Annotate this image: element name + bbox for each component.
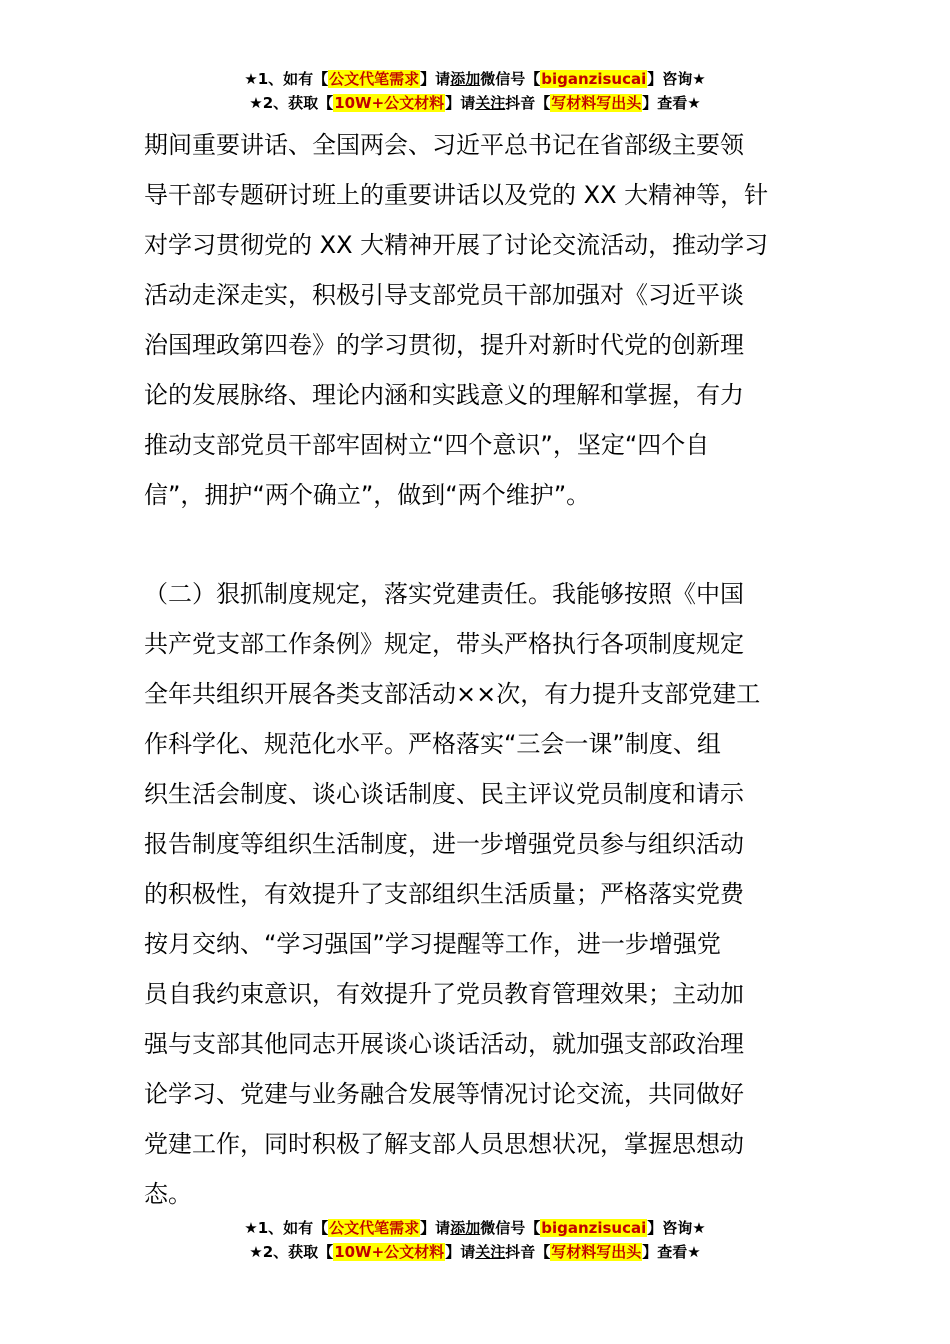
text-line: （二）狠抓制度规定，落实党建责任。我能够按照《中国: [144, 580, 744, 608]
text-line: 信”，拥护“两个确立”，做到“两个维护”。: [144, 481, 591, 509]
banner-text: 微信号【: [480, 1219, 541, 1237]
text-line: 织生活会制度、谈心谈话制度、民主评议党员制度和请示: [144, 780, 744, 808]
banner-text: ★2、获取【: [249, 94, 334, 112]
highlight-wechat-id: biganzisucai: [541, 70, 647, 88]
highlight-materials: 10W+公文材料: [334, 1243, 445, 1261]
text-line: 治国理政第四卷》的学习贯彻，提升对新时代党的创新理: [144, 331, 744, 359]
highlight-materials: 10W+公文材料: [334, 94, 445, 112]
banner-text: 抖音【: [505, 94, 551, 112]
banner-text: 】查看★: [642, 94, 701, 112]
banner-text: ★1、如有【: [244, 1219, 329, 1237]
text-line: 活动走深走实，积极引导支部党员干部加强对《习近平谈: [144, 281, 744, 309]
text-line: 的积极性，有效提升了支部组织生活质量；严格落实党费: [144, 880, 744, 908]
text-line: 强与支部其他同志开展谈心谈话活动，就加强支部政治理: [144, 1030, 744, 1058]
text-line: 导干部专题研讨班上的重要讲话以及党的 XX 大精神等，针: [144, 181, 769, 209]
banner-line-1: [0, 67, 950, 91]
footer-banner: [0, 1216, 950, 1264]
text-line: 共产党支部工作条例》规定，带头严格执行各项制度规定: [144, 630, 744, 658]
banner-text: 】请: [445, 1243, 476, 1261]
header-banner: [0, 67, 950, 115]
text-line: 推动支部党员干部牢固树立“四个意识”，坚定“四个自: [144, 431, 710, 459]
text-line: 态。: [144, 1180, 192, 1208]
text-line: 期间重要讲话、全国两会、习近平总书记在省部级主要领: [144, 131, 744, 159]
highlight-service: 公文代笔需求: [329, 70, 420, 88]
banner-text: 】请: [420, 1219, 451, 1237]
banner-text: 微信号【: [480, 70, 541, 88]
text-line: 论的发展脉络、理论内涵和实践意义的理解和掌握，有力: [144, 381, 744, 409]
highlight-wechat-id: biganzisucai: [541, 1219, 647, 1237]
text-line: 按月交纳、“学习强国”学习提醒等工作，进一步增强党: [144, 930, 721, 958]
banner-line-1: [0, 1216, 950, 1240]
banner-text: 】咨询★: [647, 70, 706, 88]
banner-line-2: [0, 1240, 950, 1264]
highlight-douyin-account: 写材料写出头: [551, 94, 642, 112]
banner-text: 】请: [420, 70, 451, 88]
banner-text: 】查看★: [642, 1243, 701, 1261]
banner-text: ★2、获取【: [249, 1243, 334, 1261]
paragraph-1: [144, 120, 808, 520]
text-line: 报告制度等组织生活制度，进一步增强党员参与组织活动: [144, 830, 744, 858]
paragraph-2: [144, 569, 808, 1219]
underlined-text: 添加: [450, 1219, 481, 1237]
banner-text: 】请: [445, 94, 476, 112]
underlined-text: 关注: [475, 94, 506, 112]
text-line: 员自我约束意识，有效提升了党员教育管理效果；主动加: [144, 980, 744, 1008]
text-line: 全年共组织开展各类支部活动××次，有力提升支部党建工: [144, 680, 761, 708]
banner-line-2: [0, 91, 950, 115]
banner-text: 】咨询★: [647, 1219, 706, 1237]
text-line: 作科学化、规范化水平。严格落实“三会一课”制度、组: [144, 730, 721, 758]
highlight-douyin-account: 写材料写出头: [551, 1243, 642, 1261]
highlight-service: 公文代笔需求: [329, 1219, 420, 1237]
underlined-text: 添加: [450, 70, 481, 88]
text-line: 对学习贯彻党的 XX 大精神开展了讨论交流活动，推动学习: [144, 231, 769, 259]
text-line: 论学习、党建与业务融合发展等情况讨论交流，共同做好: [144, 1080, 744, 1108]
text-line: 党建工作，同时积极了解支部人员思想状况，掌握思想动: [144, 1130, 744, 1158]
banner-text: 抖音【: [505, 1243, 551, 1261]
banner-text: ★1、如有【: [244, 70, 329, 88]
underlined-text: 关注: [475, 1243, 506, 1261]
